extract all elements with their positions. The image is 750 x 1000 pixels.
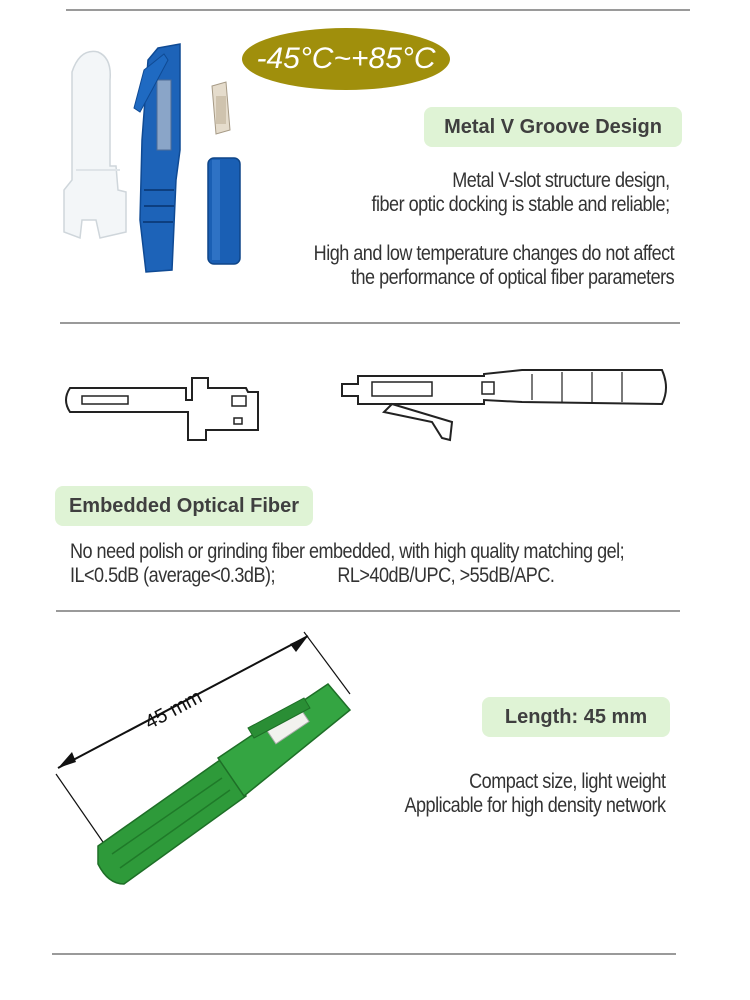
dust-cap-line-drawing [58, 370, 278, 450]
embedded-fiber-heading-text: Embedded Optical Fiber [68, 495, 300, 517]
divider-1 [60, 322, 680, 324]
compact-size-description [405, 770, 666, 818]
connector-line-drawing [332, 360, 672, 450]
length-heading-text: Length: 45 mm [504, 706, 648, 728]
metal-v-groove-heading-text: Metal V Groove Design [444, 116, 662, 138]
v-slot-description [372, 169, 670, 217]
divider-2 [56, 610, 680, 612]
temperature-line-1: High and low temperature changes do not affect [313, 242, 674, 265]
temperature-description [314, 242, 674, 290]
v-slot-line-1: Metal V-slot structure design, [452, 169, 670, 192]
insertion-loss-spec: IL<0.5dB (average<0.3dB); [70, 564, 275, 587]
dimension-label: 45 mm [141, 685, 206, 735]
embedded-fiber-description [70, 540, 624, 588]
compact-size-line-1: Compact size, light weight [469, 770, 666, 793]
embedded-fiber-line-1: No need polish or grinding fiber embedded, with high quality matching gel; [70, 540, 625, 563]
return-loss-spec: RL>40dB/UPC, >55dB/APC. [337, 564, 555, 587]
temperature-line-2: the performance of optical fiber parameters [350, 266, 674, 289]
embedded-fiber-line-2 [70, 564, 624, 588]
length-heading [482, 697, 670, 737]
compact-size-line-2: Applicable for high density network [404, 794, 666, 817]
temperature-badge-text: -45°C~+85°C [256, 42, 436, 75]
temperature-badge [242, 28, 450, 90]
v-slot-line-2: fiber optic docking is stable and reliable; [371, 193, 670, 216]
metal-v-groove-heading [424, 107, 682, 147]
bottom-divider [52, 953, 676, 955]
top-divider [66, 9, 690, 11]
embedded-fiber-heading [55, 486, 313, 526]
green-connector-image [48, 628, 368, 898]
